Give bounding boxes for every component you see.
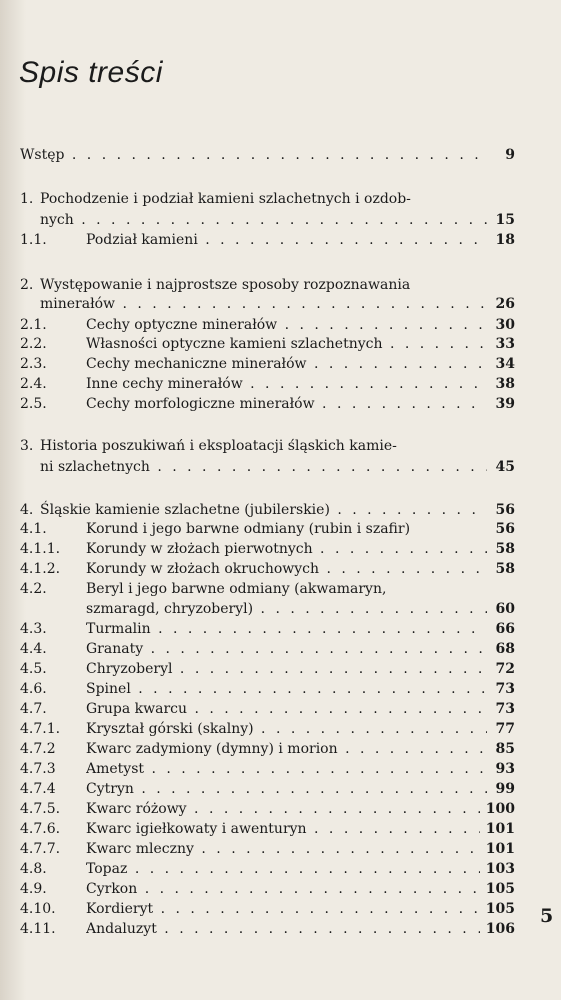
- toc-entry-number: 4.7.7.: [20, 841, 61, 857]
- toc-entry: [20, 519, 515, 540]
- toc-entry: [20, 294, 515, 315]
- toc-entry-number: 4.1.2.: [20, 561, 61, 577]
- toc-entry-number: 4.9.: [20, 881, 47, 897]
- page-number: 5: [540, 905, 554, 927]
- toc-entry: [20, 315, 515, 336]
- toc-entry-number: 2.4.: [20, 376, 47, 392]
- toc-entry-page: 106: [480, 919, 515, 940]
- toc-entry-title: Ametyst . . .: [86, 759, 487, 780]
- toc-entry-title: Kordieryt . . .: [86, 899, 487, 920]
- toc-entry: [20, 699, 515, 720]
- toc-entry-number: 4.4.: [20, 641, 47, 657]
- toc-entry: [20, 779, 515, 800]
- toc-entry: [20, 819, 515, 840]
- toc-entry: [20, 879, 515, 900]
- toc-entry-title: Kwarc różowy . . .: [86, 799, 487, 820]
- toc-entry: [20, 457, 515, 478]
- toc-entry: [20, 839, 515, 860]
- toc-entry: [20, 275, 515, 296]
- toc-entry-title: Cechy mechaniczne minerałów . . .: [86, 354, 487, 375]
- toc-entry-page: 26: [490, 294, 515, 315]
- toc-entry-number: 4.3.: [20, 621, 47, 637]
- toc-entry-page: 33: [490, 334, 515, 355]
- toc-entry-page: 68: [490, 639, 515, 660]
- toc-entry-title: Występowanie i najprostsze sposoby rozpoznawania: [40, 277, 411, 293]
- toc-entry-page: 15: [490, 210, 515, 231]
- toc-entry: [20, 354, 515, 375]
- toc-entry-title: Podział kamieni . . .: [86, 230, 487, 251]
- toc-entry-page: 99: [490, 779, 515, 800]
- toc-entry-title: Cyrkon . . .: [86, 879, 487, 900]
- toc-entry-page: 66: [490, 619, 515, 640]
- toc-entry-page: 18: [490, 230, 515, 251]
- toc-entry-title: minerałów . . .: [40, 294, 487, 315]
- toc-entry-page: 30: [490, 315, 515, 336]
- toc-entry-number: 2.: [20, 277, 34, 293]
- toc-entry-number: 4.: [20, 502, 34, 518]
- toc-entry-number: 4.7.5.: [20, 801, 61, 817]
- toc-entry-number: 4.7.6.: [20, 821, 61, 837]
- toc-entry-page: 58: [490, 539, 515, 560]
- toc-entry-page: 38: [490, 374, 515, 395]
- toc-entry-title: Kwarc igiełkowaty i awenturyn . . .: [86, 819, 487, 840]
- toc-entry-title: Pochodzenie i podział kamieni szlachetnych i ozdob-: [40, 191, 411, 207]
- toc-entry: [20, 559, 515, 580]
- toc-entry: [20, 599, 515, 620]
- toc-entry: [20, 619, 515, 640]
- toc-entry-title: Chryzoberyl . . .: [86, 659, 487, 680]
- toc-entry-number: 2.2.: [20, 336, 47, 352]
- toc-entry: [20, 719, 515, 740]
- toc-entry-page: 101: [480, 839, 515, 860]
- toc-entry: [20, 859, 515, 880]
- toc-entry: [20, 145, 515, 166]
- toc-entry-title: Własności optyczne kamieni szlachetnych . . .: [86, 334, 487, 355]
- toc-entry-page: 58: [490, 559, 515, 580]
- toc-entry-title: Historia poszukiwań i eksploatacji śląskich kamie-: [40, 438, 397, 454]
- toc-entry-page: 103: [480, 859, 515, 880]
- toc-entry-number: 1.: [20, 191, 34, 207]
- toc-entry-title: Andaluzyt . . .: [86, 919, 487, 940]
- toc-entry-title: Kwarc mleczny . . .: [86, 839, 487, 860]
- toc-entry: [20, 659, 515, 680]
- toc-entry-title: nych . . .: [40, 210, 487, 231]
- toc-entry-number: 1.1.: [20, 232, 47, 248]
- toc-entry-number: 4.1.: [20, 521, 47, 537]
- toc-entry-page: 72: [490, 659, 515, 680]
- toc-entry-page: 34: [490, 354, 515, 375]
- toc-entry-title: Grupa kwarcu . . .: [86, 699, 487, 720]
- toc-entry-number: 4.5.: [20, 661, 47, 677]
- toc-entry-number: 4.1.1.: [20, 541, 61, 557]
- toc-entry-page: 85: [490, 739, 515, 760]
- toc-entry: [20, 374, 515, 395]
- toc-entry-page: 56: [490, 519, 515, 540]
- toc-entry-number: 4.11.: [20, 921, 56, 937]
- toc-entry-title: Kwarc zadymiony (dymny) i morion . . .: [86, 739, 487, 760]
- page-title: Spis treści: [19, 56, 163, 89]
- toc-entry-title: Beryl i jego barwne odmiany (akwamaryn,: [86, 581, 387, 597]
- toc-entry: [20, 899, 515, 920]
- toc-entry-title: Śląskie kamienie szlachetne (jubilerskie) . . .: [40, 500, 487, 521]
- toc-entry-title: Cechy optyczne minerałów . . .: [86, 315, 487, 336]
- toc-entry-page: 73: [490, 699, 515, 720]
- toc-entry-title: Korundy w złożach okruchowych . . .: [86, 559, 487, 580]
- toc-entry-page: 100: [480, 799, 515, 820]
- toc-entry: [20, 334, 515, 355]
- toc-entry-page: 45: [490, 457, 515, 478]
- toc-entry-title: Korund i jego barwne odmiany (rubin i szafir): [86, 521, 411, 537]
- toc-entry-title: Cytryn . . .: [86, 779, 487, 800]
- toc-entry: [20, 230, 515, 251]
- toc-entry: [20, 639, 515, 660]
- toc-entry-title: ni szlachetnych . . .: [40, 457, 487, 478]
- toc-entry-page: 105: [480, 899, 515, 920]
- toc-entry: [20, 739, 515, 760]
- toc-entry-number: 4.8.: [20, 861, 47, 877]
- toc-entry-title: Granaty . . .: [86, 639, 487, 660]
- toc-entry-number: 4.6.: [20, 681, 47, 697]
- toc-entry-number: 2.1.: [20, 317, 47, 333]
- toc-entry: [20, 500, 515, 521]
- toc-entry-number: 4.7.3: [20, 761, 56, 777]
- toc-entry-number: 3.: [20, 438, 34, 454]
- toc-entry-number: 4.7.: [20, 701, 47, 717]
- toc-entry-page: 77: [490, 719, 515, 740]
- toc-entry-title: Cechy morfologiczne minerałów . . .: [86, 394, 487, 415]
- toc-entry-number: 4.7.2: [20, 741, 56, 757]
- toc-entry: [20, 679, 515, 700]
- toc-entry: [20, 189, 515, 210]
- toc-entry-page: 101: [480, 819, 515, 840]
- toc-entry-page: 39: [490, 394, 515, 415]
- toc-entry-page: 105: [480, 879, 515, 900]
- toc-entry-number: 4.7.1.: [20, 721, 61, 737]
- toc-entry-page: 60: [490, 599, 515, 620]
- toc-entry: [20, 919, 515, 940]
- toc-entry: [20, 759, 515, 780]
- toc-entry: [20, 436, 515, 457]
- toc-entry-title: szmaragd, chryzoberyl) . . .: [86, 599, 487, 620]
- toc-entry-page: 9: [499, 145, 515, 166]
- toc-entry-title: Inne cechy minerałów . . .: [86, 374, 487, 395]
- toc-entry: [20, 539, 515, 560]
- toc-entry: [20, 799, 515, 820]
- toc-entry: [20, 210, 515, 231]
- toc-entry-number: 4.2.: [20, 581, 47, 597]
- toc-entry-title: Kryształ górski (skalny) . . .: [86, 719, 487, 740]
- toc-entry-number: 2.5.: [20, 396, 47, 412]
- toc-entry-page: 73: [490, 679, 515, 700]
- toc-entry-number: 4.10.: [20, 901, 56, 917]
- toc-entry-number: 2.3.: [20, 356, 47, 372]
- toc-entry-number: 4.7.4: [20, 781, 56, 797]
- toc-entry: [20, 394, 515, 415]
- toc-entry: [20, 579, 515, 600]
- toc-entry-page: 56: [490, 500, 515, 521]
- toc-entry-page: 93: [490, 759, 515, 780]
- toc-entry-title: Topaz . . .: [86, 859, 487, 880]
- toc-entry-title: Wstęp . . .: [20, 145, 487, 166]
- toc-entry-title: Spinel . . .: [86, 679, 487, 700]
- toc-entry-title: Turmalin . . .: [86, 619, 487, 640]
- toc-entry-title: Korundy w złożach pierwotnych . . .: [86, 539, 487, 560]
